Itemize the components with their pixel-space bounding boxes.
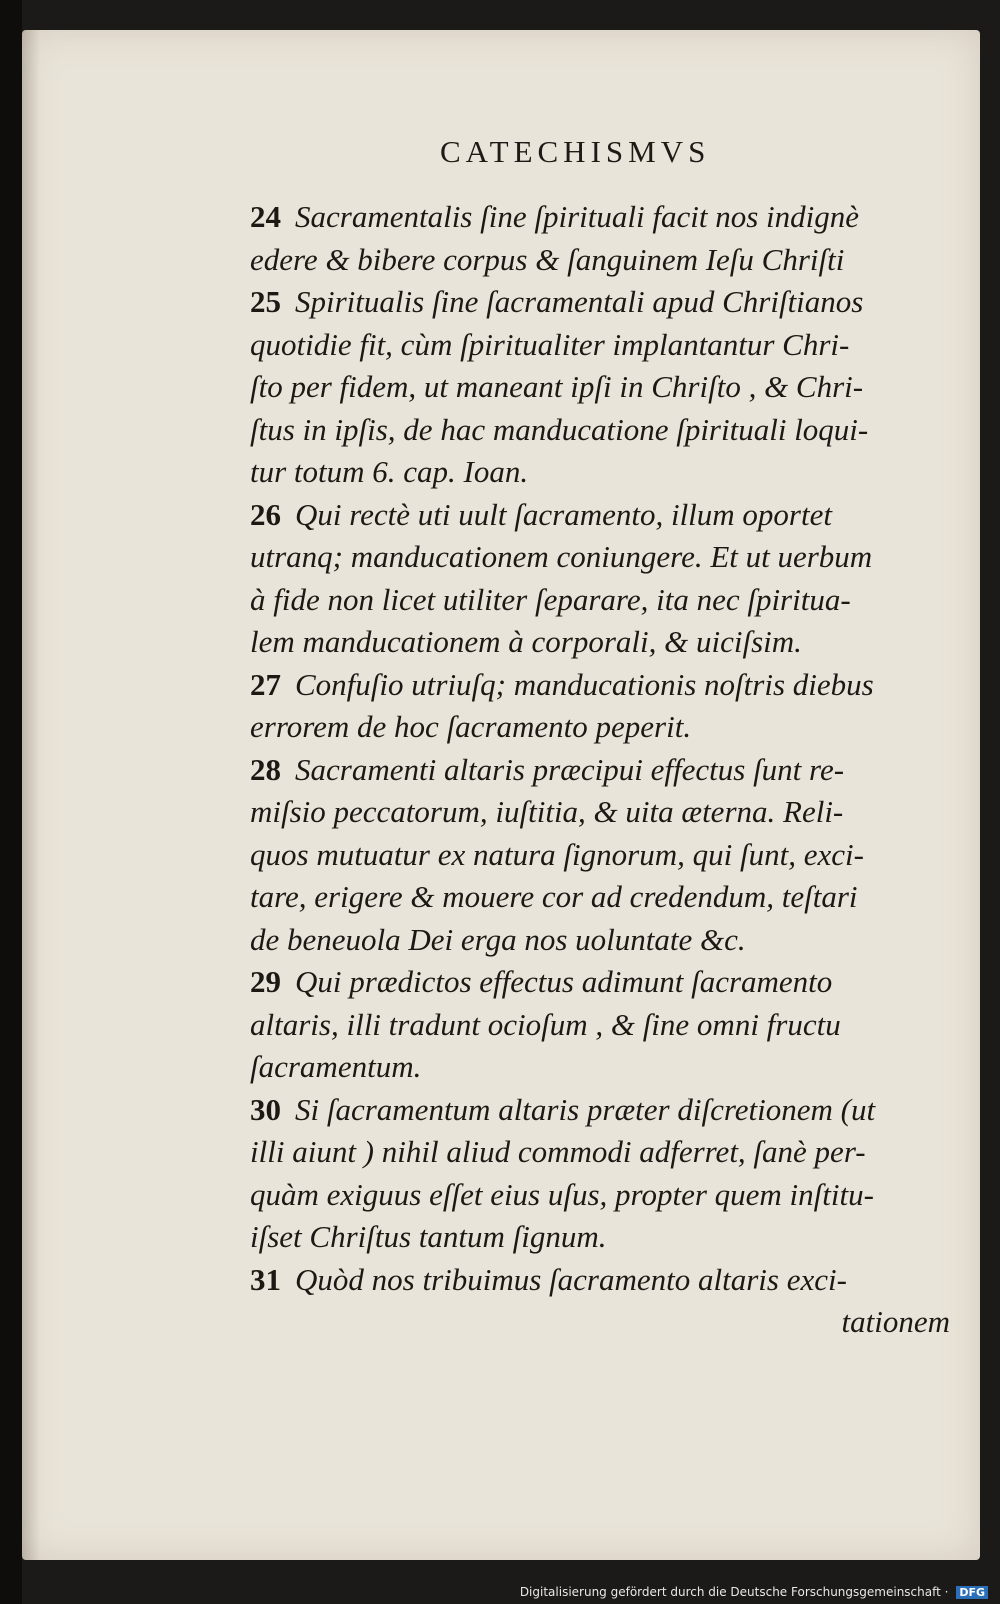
text-line: quotidie fit, cùm ſpiritualiter implantantur Chri-: [250, 326, 850, 362]
paragraph-number: 30: [250, 1091, 281, 1127]
text-line: lem manducationem à corporali, & uiciſsim.: [250, 624, 802, 659]
text-line: utranq; manducationem coniungere. Et ut uerbum: [250, 539, 873, 574]
text-line: ſto per fidem, ut maneant ipſi in Chriſto , & Chri-: [250, 369, 864, 404]
footer-text: Digitalisierung gefördert durch die Deutsche Forschungsgemeinschaft: [519, 1585, 941, 1599]
text-line: altaris, illi tradunt ocioſum , & ſine omni fructu: [250, 1006, 841, 1042]
text-line: de beneuola Dei erga nos uoluntate &c.: [250, 921, 746, 957]
paragraph-number: 31: [250, 1261, 281, 1297]
paragraph-number: 28: [250, 751, 281, 787]
catchword: tationem: [841, 1304, 950, 1339]
text-line: errorem de hoc ſacramento peperit.: [250, 709, 692, 744]
text-line: 31 Quòd nos tribuimus ſacramento altaris exci-: [250, 1261, 847, 1297]
paragraph-number: 25: [250, 284, 281, 319]
digitization-footer: [520, 1585, 988, 1599]
text-line: à fide non licet utiliter ſeparare, ita nec ſpiritua-: [250, 581, 851, 617]
text-line: miſsio peccatorum, iuſtitia, & uita æterna. Reli-: [250, 794, 844, 829]
text-line: quos mutuatur ex natura ſignorum, qui ſunt, exci-: [250, 836, 864, 872]
paragraph-number: 29: [250, 964, 281, 999]
text-line: 25 Spiritualis ſine ſacramentali apud Chriſtianos: [250, 284, 864, 319]
text-line: 24 Sacramentalis ſine ſpirituali facit nos indignè: [250, 199, 859, 234]
text-line: 26 Qui rectè uti uult ſacramento, illum oportet: [250, 496, 832, 532]
running-head: CATECHISMVS: [440, 134, 711, 169]
text-line: tare, erigere & mouere cor ad credendum, teſtari: [250, 879, 858, 914]
page-text: [250, 196, 970, 1344]
text-line: ſtus in ipſis, de hac manducatione ſpirituali loqui-: [250, 411, 869, 447]
text-line: tur totum 6. cap. Ioan.: [250, 454, 529, 489]
text-line: illi aiunt ) nihil aliud commodi adferret, ſanè per-: [250, 1134, 866, 1169]
text-line: quàm exiguus eſſet eius uſus, propter quem inſtitu-: [250, 1176, 874, 1212]
paragraph-number: 26: [250, 496, 281, 532]
text-line: 29 Qui prædictos effectus adimunt ſacramento: [250, 964, 833, 999]
paragraph-number: 27: [250, 666, 281, 702]
text-line: iſset Chriſtus tantum ſignum.: [250, 1219, 607, 1254]
text-line: ſacramentum.: [250, 1049, 422, 1084]
text-line: 27 Confuſio utriuſq; manducationis noſtris diebus: [250, 666, 874, 702]
dfg-logo: DFG: [956, 1586, 988, 1599]
text-line: edere & bibere corpus & ſanguinem Ieſu Chriſti: [250, 241, 845, 277]
text-line: 30 Si ſacramentum altaris præter diſcretionem (ut: [250, 1091, 876, 1127]
footer-separator: ·: [944, 1585, 949, 1599]
paragraph-number: 24: [250, 199, 281, 234]
text-line: 28 Sacramenti altaris præcipui effectus ſunt re-: [250, 751, 845, 787]
scan-edge: [0, 0, 22, 1604]
